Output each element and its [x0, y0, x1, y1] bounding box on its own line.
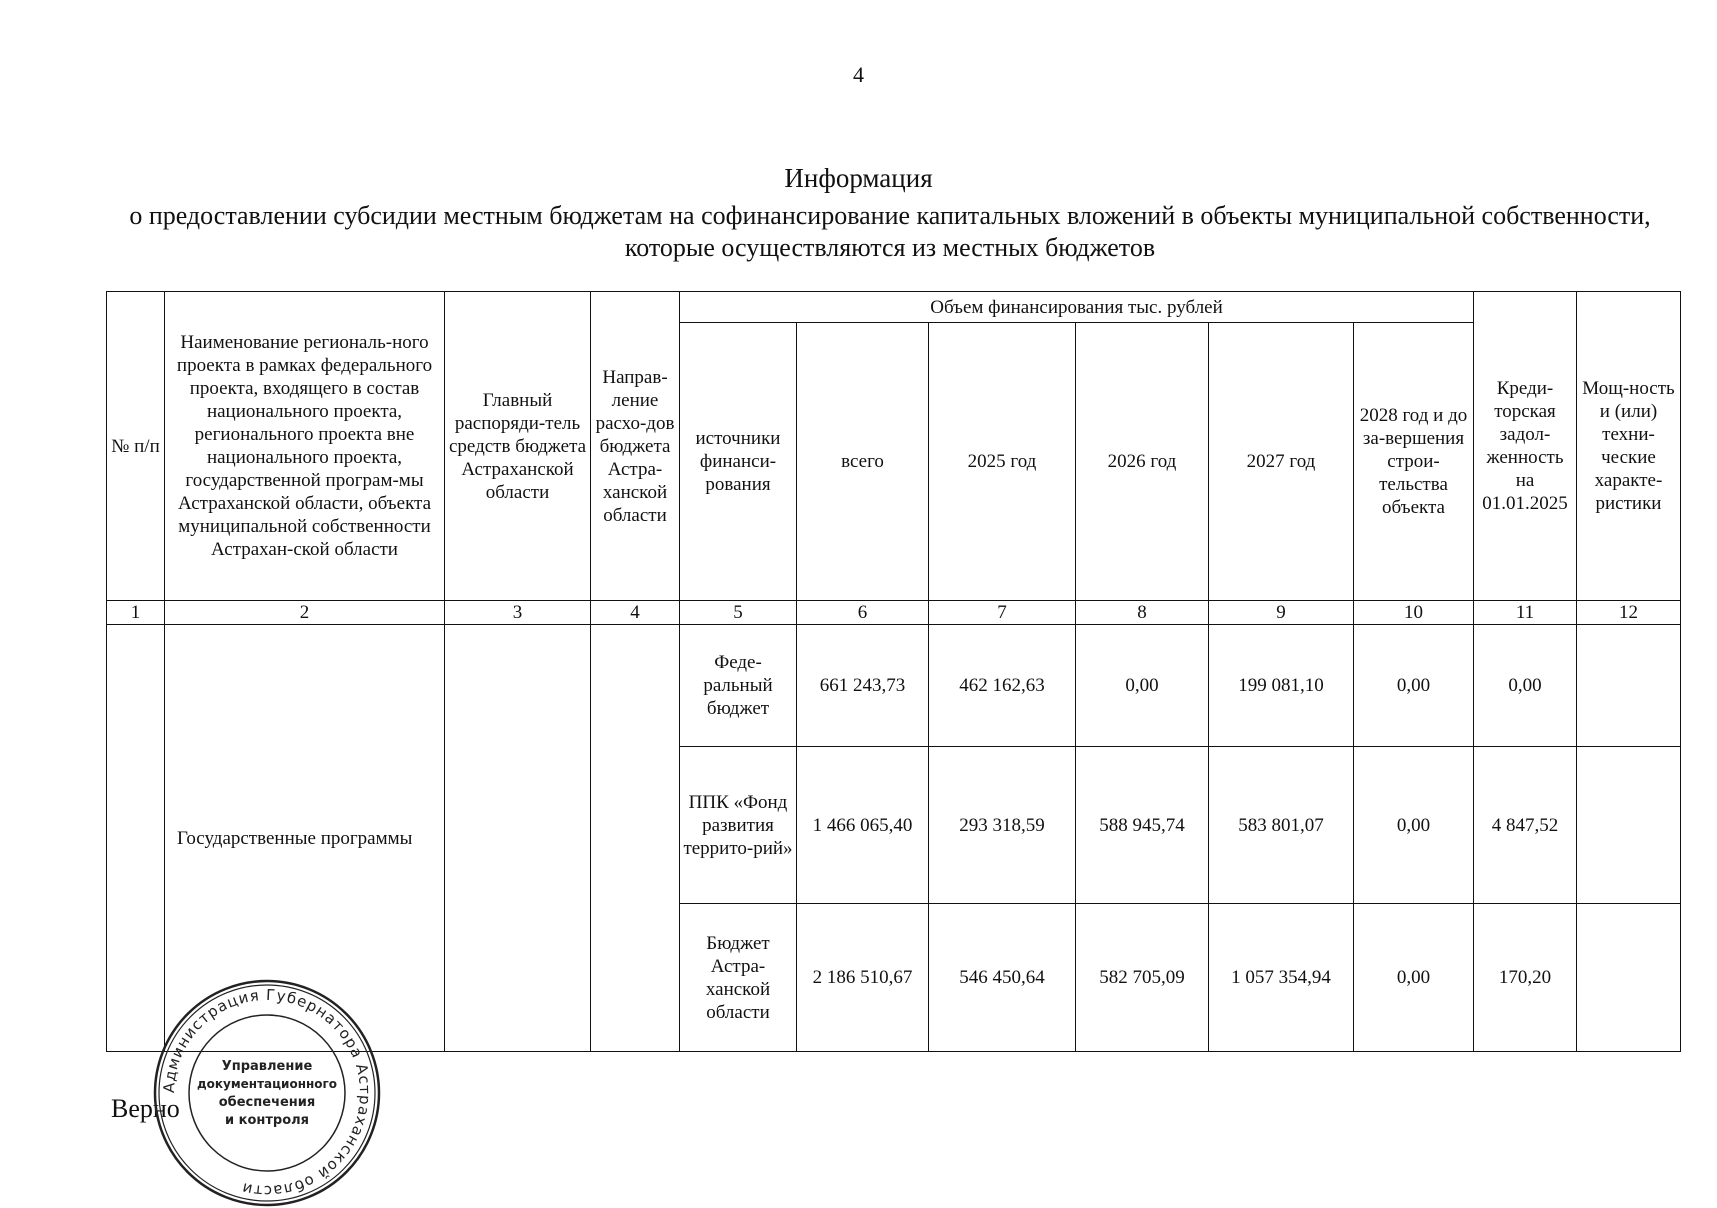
seal-ring-text: Администрация Губернатора Астраханской области	[159, 985, 375, 1201]
value-2026: 582 705,09	[1076, 904, 1209, 1052]
header-project-name: Наименование региональ-ного проекта в рамках федерального проекта, входящего в состав национального проекта, регионального проекта вне национального проекта, государственной програм-мы Астраханской области, объекта муниципальной собственности Астрахан-ской области	[165, 292, 445, 601]
column-numbers-row	[107, 601, 1681, 625]
header-2025: 2025 год	[929, 323, 1076, 601]
financing-table	[106, 291, 1681, 1052]
direction-cell	[591, 625, 680, 1052]
value-2025: 546 450,64	[929, 904, 1076, 1052]
value-2026: 0,00	[1076, 625, 1209, 747]
source-name: ППК «Фонд развития террито-рий»	[680, 747, 797, 904]
source-name: Феде-ральный бюджет	[680, 625, 797, 747]
column-number: 7	[929, 601, 1076, 625]
document-subtitle: о предоставлении субсидии местным бюджетам на софинансирование капитальных вложений в объекты муниципальной собственности, которые осуществляются из местных бюджетов	[129, 201, 1651, 262]
header-total: всего	[797, 323, 929, 601]
value-debt: 4 847,52	[1474, 747, 1577, 904]
svg-text:Администрация Губернатора Астр	[160, 986, 374, 1200]
header-sources: источники финанси-рования	[680, 323, 797, 601]
seal-line: обеспечения	[218, 1095, 316, 1110]
column-number: 2	[165, 601, 445, 625]
header-main-manager: Главный распоряди-тель средств бюджета Астраханской области	[445, 292, 591, 601]
value-2027: 1 057 354,94	[1209, 904, 1354, 1052]
column-number: 4	[591, 601, 680, 625]
value-2026: 588 945,74	[1076, 747, 1209, 904]
value-2028: 0,00	[1354, 904, 1474, 1052]
header-expense-direction: Направ-ление расхо-дов бюджета Астра-ханской области	[591, 292, 680, 601]
value-total: 1 466 065,40	[797, 747, 929, 904]
value-capacity	[1577, 747, 1681, 904]
value-capacity	[1577, 904, 1681, 1052]
header-2026: 2026 год	[1076, 323, 1209, 601]
manager-cell	[445, 625, 591, 1052]
column-number: 10	[1354, 601, 1474, 625]
value-capacity	[1577, 625, 1681, 747]
header-2028: 2028 год и до за-вершения строи-тельства объекта	[1354, 323, 1474, 601]
value-2028: 0,00	[1354, 625, 1474, 747]
column-number: 11	[1474, 601, 1577, 625]
official-seal	[152, 978, 382, 1208]
table-row	[107, 625, 1681, 747]
column-number: 5	[680, 601, 797, 625]
column-number: 1	[107, 601, 165, 625]
value-debt: 170,20	[1474, 904, 1577, 1052]
seal-line: и контроля	[224, 1113, 310, 1128]
page-number: 4	[853, 62, 864, 87]
value-2027: 583 801,07	[1209, 747, 1354, 904]
column-number: 8	[1076, 601, 1209, 625]
value-2025: 293 318,59	[929, 747, 1076, 904]
header-2027: 2027 год	[1209, 323, 1354, 601]
value-total: 2 186 510,67	[797, 904, 929, 1052]
value-total: 661 243,73	[797, 625, 929, 747]
column-number: 9	[1209, 601, 1354, 625]
value-2028: 0,00	[1354, 747, 1474, 904]
header-number: № п/п	[107, 292, 165, 601]
value-2025: 462 162,63	[929, 625, 1076, 747]
value-debt: 0,00	[1474, 625, 1577, 747]
column-number: 6	[797, 601, 929, 625]
seal-line: документационного	[196, 1077, 338, 1091]
header-capacity: Мощ-ность и (или) техни-ческие характе-ристики	[1577, 292, 1681, 601]
column-number: 3	[445, 601, 591, 625]
verno-label: Верно	[111, 1094, 180, 1123]
header-financing-volume: Объем финансирования тыс. рублей	[680, 292, 1474, 323]
document-title: Информация	[784, 163, 933, 193]
column-number: 12	[1577, 601, 1681, 625]
group-name: Государственные программы	[165, 625, 445, 1052]
seal-line: Управление	[221, 1059, 313, 1074]
header-debt: Креди-торская задол-женность на 01.01.2025	[1474, 292, 1577, 601]
source-name: Бюджет Астра-ханской области	[680, 904, 797, 1052]
value-2027: 199 081,10	[1209, 625, 1354, 747]
